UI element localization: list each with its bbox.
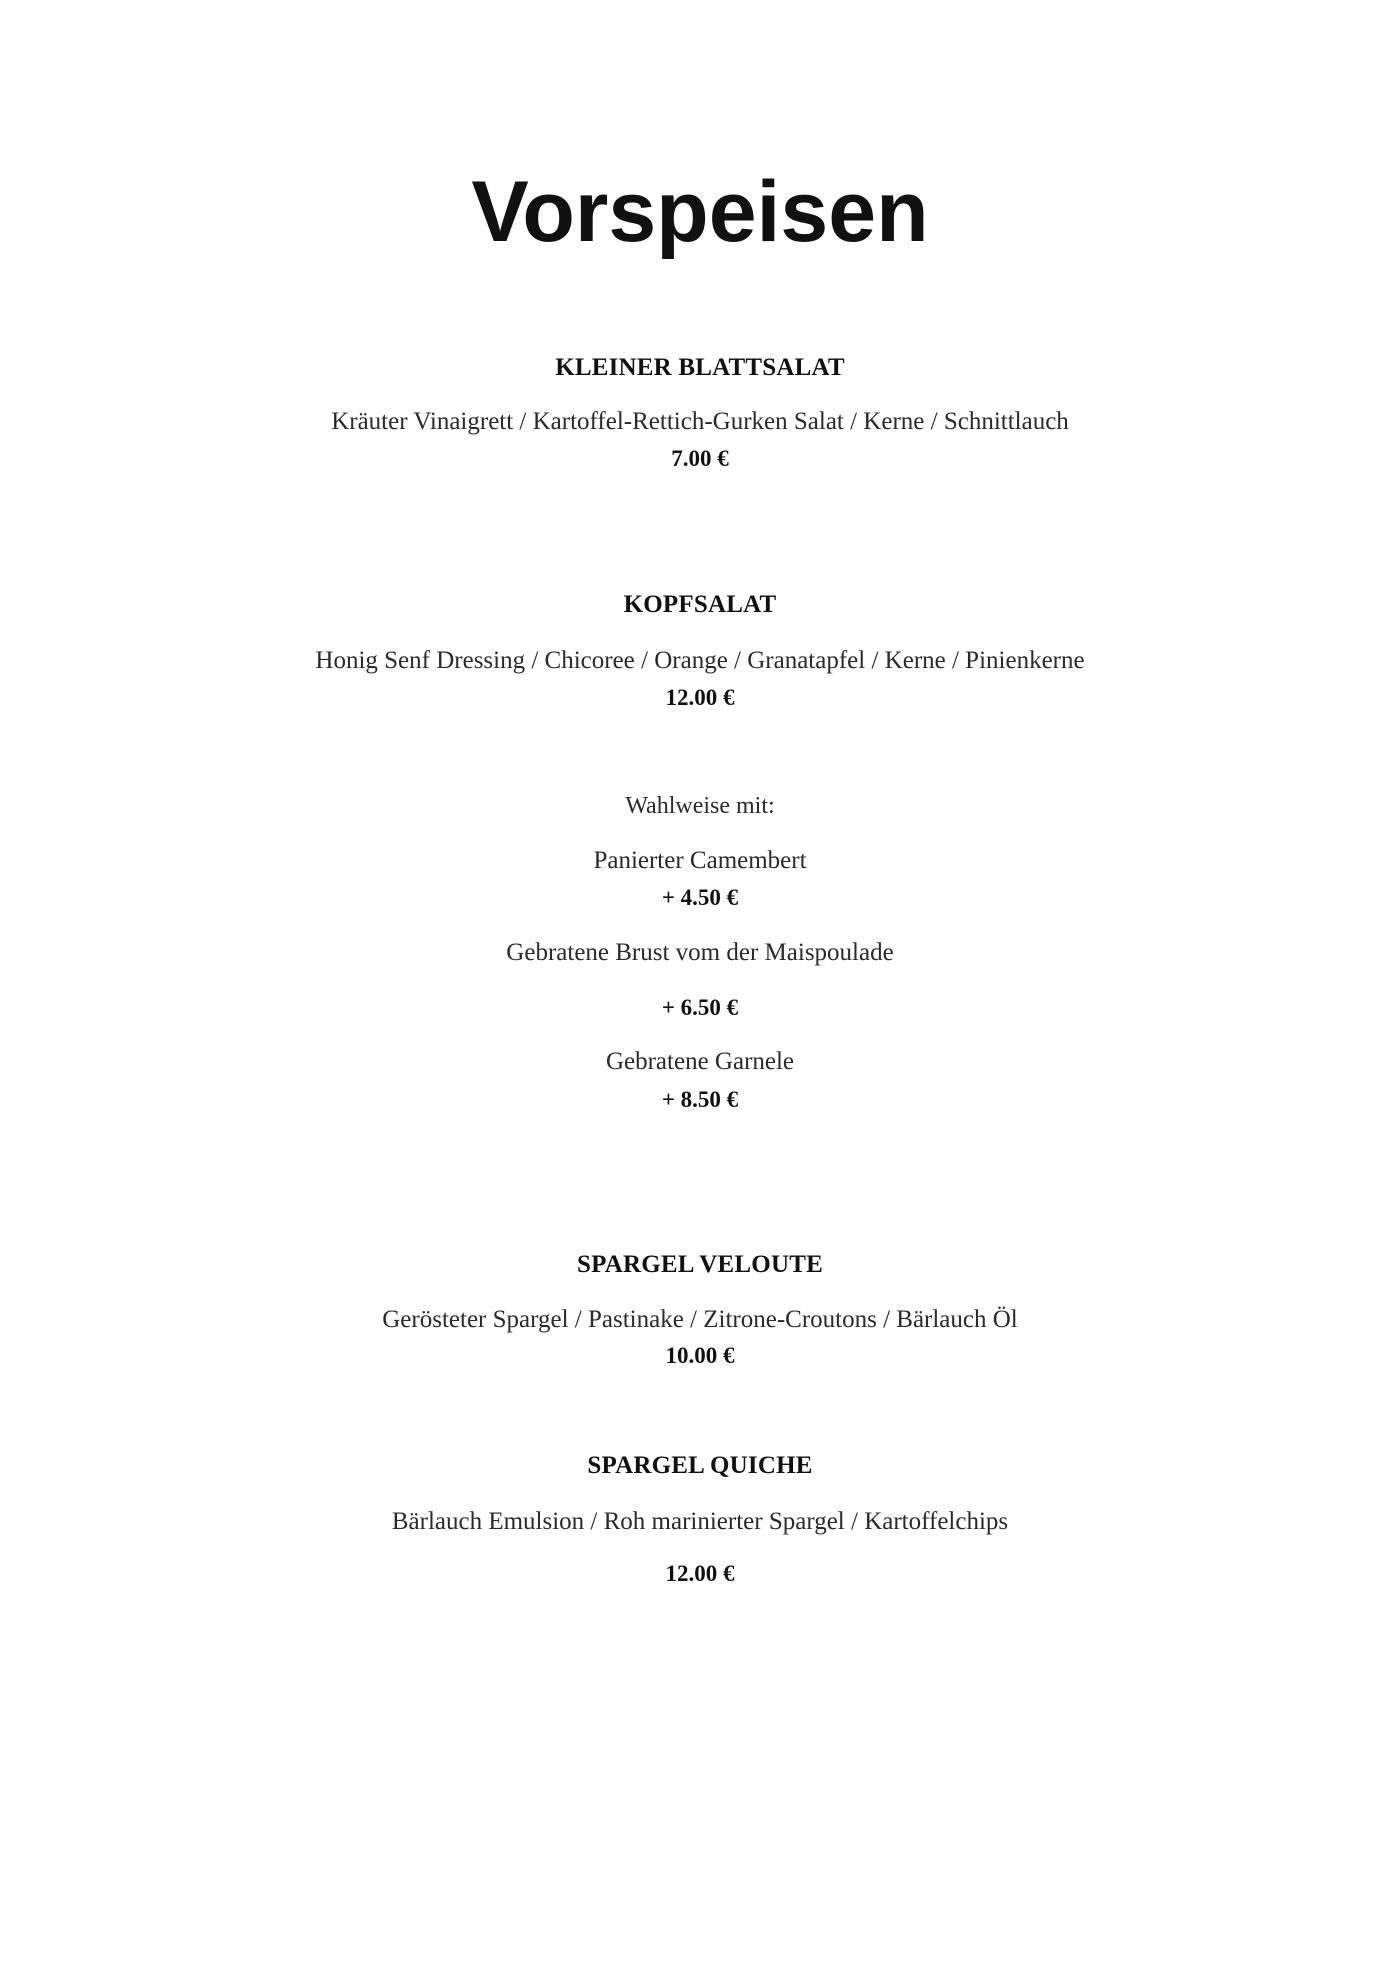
option-name-maispoulade: Gebratene Brust vom der Maispoulade xyxy=(506,939,894,966)
item-price-kleiner-blattsalat: 7.00 € xyxy=(671,446,729,471)
page-title: Vorspeisen xyxy=(471,164,929,260)
item-price-spargel-veloute: 10.00 € xyxy=(665,1343,735,1368)
option-name-camembert: Panierter Camembert xyxy=(593,847,807,874)
item-price-kopfsalat: 12.00 € xyxy=(665,685,735,710)
option-price-garnele: + 8.50 € xyxy=(661,1087,739,1112)
options-label: Wahlweise mit: xyxy=(625,793,775,819)
item-description-kopfsalat: Honig Senf Dressing / Chicoree / Orange / Granatapfel / Kerne / Pinienkerne xyxy=(315,647,1085,674)
item-description-kleiner-blattsalat: Kräuter Vinaigrett / Kartoffel-Rettich-Gurken Salat / Kerne / Schnittlauch xyxy=(331,408,1069,435)
item-name-spargel-veloute: SPARGEL VELOUTE xyxy=(577,1251,823,1278)
option-name-garnele: Gebratene Garnele xyxy=(605,1048,795,1075)
option-price-maispoulade: + 6.50 € xyxy=(661,995,739,1020)
item-description-spargel-quiche: Bärlauch Emulsion / Roh marinierter Spargel / Kartoffelchips xyxy=(391,1508,1009,1535)
option-price-camembert: + 4.50 € xyxy=(661,885,739,910)
item-price-spargel-quiche: 12.00 € xyxy=(665,1561,735,1586)
item-name-kleiner-blattsalat: KLEINER BLATTSALAT xyxy=(555,354,845,381)
item-name-kopfsalat: KOPFSALAT xyxy=(623,591,777,618)
item-description-spargel-veloute: Gerösteter Spargel / Pastinake / Zitrone-Croutons / Bärlauch Öl xyxy=(382,1306,1018,1333)
item-name-spargel-quiche: SPARGEL QUICHE xyxy=(587,1452,813,1479)
